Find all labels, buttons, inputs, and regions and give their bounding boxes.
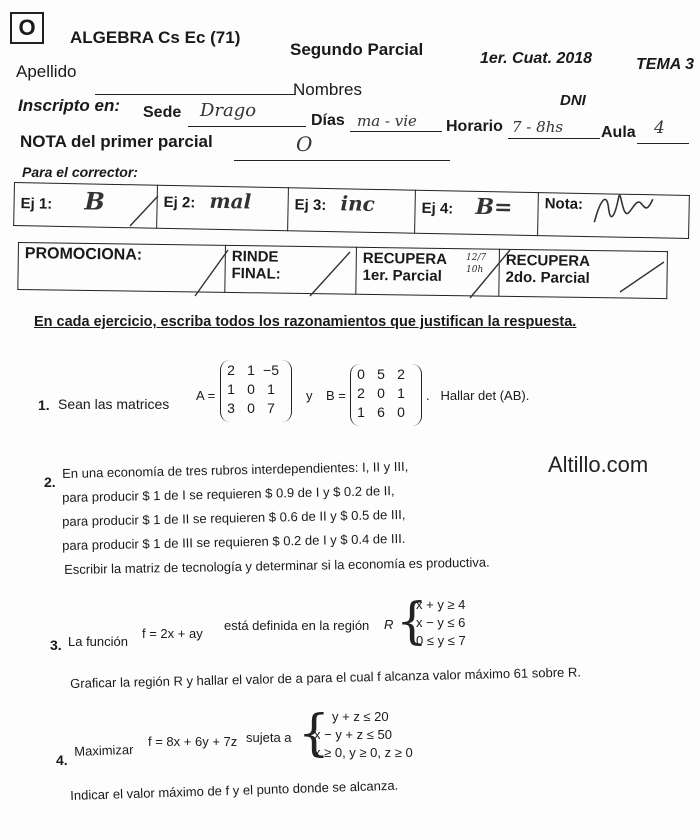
recupera-1-label: RECUPERA bbox=[362, 249, 448, 268]
a-cell: 3 bbox=[227, 399, 235, 416]
ex3-func: f = 2x + ay bbox=[142, 626, 203, 641]
ej1-mark: B bbox=[84, 186, 106, 216]
ex1-intro: Sean las matrices bbox=[58, 396, 170, 412]
horario-label: Horario bbox=[446, 118, 503, 135]
corrector-title: Para el corrector: bbox=[22, 164, 138, 180]
ej2-mark: mal bbox=[209, 188, 252, 214]
ex1-number: 1. bbox=[38, 397, 50, 413]
recupera-2-label: RECUPERA bbox=[505, 251, 591, 270]
ex4-brace: { bbox=[298, 704, 330, 762]
ex2-line2: para producir $ 1 de I se requieren $ 0.9 de I y $ 0.2 de II, bbox=[62, 483, 395, 505]
a-cell: 1 bbox=[227, 380, 235, 397]
nota-label: Nota: bbox=[544, 195, 584, 213]
ex1-task: . Hallar det (AB). bbox=[426, 388, 530, 403]
a-cell: 1 bbox=[267, 380, 275, 397]
b-cell: 1 bbox=[357, 403, 365, 420]
ex1-and: y bbox=[306, 388, 313, 403]
ex2-number: 2. bbox=[44, 474, 56, 490]
b-cell: 0 bbox=[397, 403, 405, 420]
tema-label: TEMA 3 bbox=[636, 56, 695, 73]
ex3-ineq: x − y ≤ 6 bbox=[416, 615, 466, 630]
ex4-ineq: y + z ≤ 20 bbox=[332, 709, 389, 724]
ex2-line4: para producir $ 1 de III se requieren $ 0.2 de I y $ 0.4 de III. bbox=[62, 530, 406, 553]
instructions: En cada ejercicio, escriba todos los razonamientos que justifican la respuesta. bbox=[34, 314, 577, 330]
matrix-b bbox=[350, 364, 422, 426]
recupera-1-sub: 1er. Parcial bbox=[362, 266, 442, 285]
dias-label: Días bbox=[311, 112, 345, 129]
ex3-ineq: x + y ≥ 4 bbox=[416, 597, 466, 612]
course-title: ALGEBRA Cs Ec (71) bbox=[70, 28, 241, 47]
a-cell: 1 bbox=[247, 361, 255, 378]
aula-label: Aula bbox=[601, 124, 636, 141]
ej3-label: Ej 3: bbox=[294, 196, 327, 214]
ej2-label: Ej 2: bbox=[163, 193, 196, 212]
b-cell: 0 bbox=[377, 384, 385, 401]
aula-value: 4 bbox=[654, 118, 665, 138]
sede-label: Sede bbox=[143, 104, 182, 121]
a-cell: 2 bbox=[227, 361, 235, 378]
nombres-label: Nombres bbox=[293, 80, 362, 99]
final-label: FINAL: bbox=[231, 264, 281, 283]
promociona-label: PROMOCIONA: bbox=[24, 245, 143, 264]
ex4-number: 4. bbox=[56, 752, 68, 768]
ex4-mid: sujeta a bbox=[246, 730, 292, 745]
b-cell: 5 bbox=[377, 365, 385, 382]
b-cell: 1 bbox=[397, 384, 405, 401]
ex2-line5: Escribir la matriz de tecnología y determinar si la economía es productiva. bbox=[64, 554, 490, 577]
a-cell: −5 bbox=[263, 361, 279, 378]
inscripto-label: Inscripto en: bbox=[18, 96, 121, 115]
b-cell: 2 bbox=[357, 384, 365, 401]
ej3-mark: inc bbox=[340, 191, 376, 216]
ex3-region: R bbox=[384, 617, 394, 632]
matrix-a-label: A = bbox=[196, 388, 216, 403]
ex3-task: Graficar la región R y hallar el valor de a para el cual f alcanza valor máximo 61 sobre R. bbox=[70, 664, 582, 691]
ej4-mark: B= bbox=[475, 193, 513, 221]
nota-primer-label: NOTA del primer parcial bbox=[20, 132, 213, 151]
rinde-label: RINDE bbox=[231, 247, 279, 266]
apellido-label: Apellido bbox=[16, 62, 77, 81]
ex3-inequalities bbox=[416, 596, 466, 650]
nota-primer-value: O bbox=[296, 132, 313, 156]
ex3-intro: La función bbox=[68, 634, 128, 649]
ex4-intro: Maximizar bbox=[74, 741, 134, 759]
term: 1er. Cuat. 2018 bbox=[480, 50, 593, 67]
ex4-ineq: x ≥ 0, y ≥ 0, z ≥ 0 bbox=[314, 745, 413, 760]
ex3-number: 3. bbox=[50, 637, 62, 653]
ex3-ineq: 0 ≤ y ≤ 7 bbox=[416, 633, 466, 648]
b-cell: 2 bbox=[397, 365, 405, 382]
ex4-inequalities bbox=[314, 708, 413, 762]
dias-value: ma - vie bbox=[357, 112, 417, 130]
recupera-2-sub: 2do. Parcial bbox=[505, 268, 590, 287]
b-cell: 0 bbox=[357, 365, 365, 382]
horario-value: 7 - 8hs bbox=[512, 118, 564, 136]
ej1-label: Ej 1: bbox=[20, 195, 53, 213]
matrix-a bbox=[220, 360, 292, 422]
ex4-func: f = 8x + 6y + 7z bbox=[148, 734, 238, 749]
a-cell: 0 bbox=[247, 380, 255, 397]
matrix-b-label: B = bbox=[326, 388, 346, 403]
handwriting-strokes bbox=[0, 0, 700, 310]
exam-title: Segundo Parcial bbox=[290, 40, 424, 59]
ex4-task: Indicar el valor máximo de f y el punto donde se alcanza. bbox=[70, 777, 399, 803]
sede-value: Drago bbox=[200, 100, 257, 121]
ej4-label: Ej 4: bbox=[421, 199, 454, 218]
a-cell: 7 bbox=[267, 399, 275, 416]
ex4-ineq: x − y + z ≤ 50 bbox=[314, 727, 392, 742]
tema-box: O bbox=[10, 12, 44, 44]
ex2-line1: En una economía de tres rubros interdependientes: I, II y III, bbox=[62, 458, 409, 481]
ex3-brace: { bbox=[396, 592, 428, 650]
dni-label: DNI bbox=[560, 92, 586, 109]
a-cell: 0 bbox=[247, 399, 255, 416]
watermark: Altillo.com bbox=[548, 452, 649, 477]
ex2-line3: para producir $ 1 de II se requieren $ 0.6 de II y $ 0.5 de III, bbox=[62, 506, 406, 529]
recupera-1-note: 12/7 10h bbox=[466, 253, 487, 275]
ex3-mid: está definida en la región bbox=[224, 618, 370, 633]
b-cell: 6 bbox=[377, 403, 385, 420]
